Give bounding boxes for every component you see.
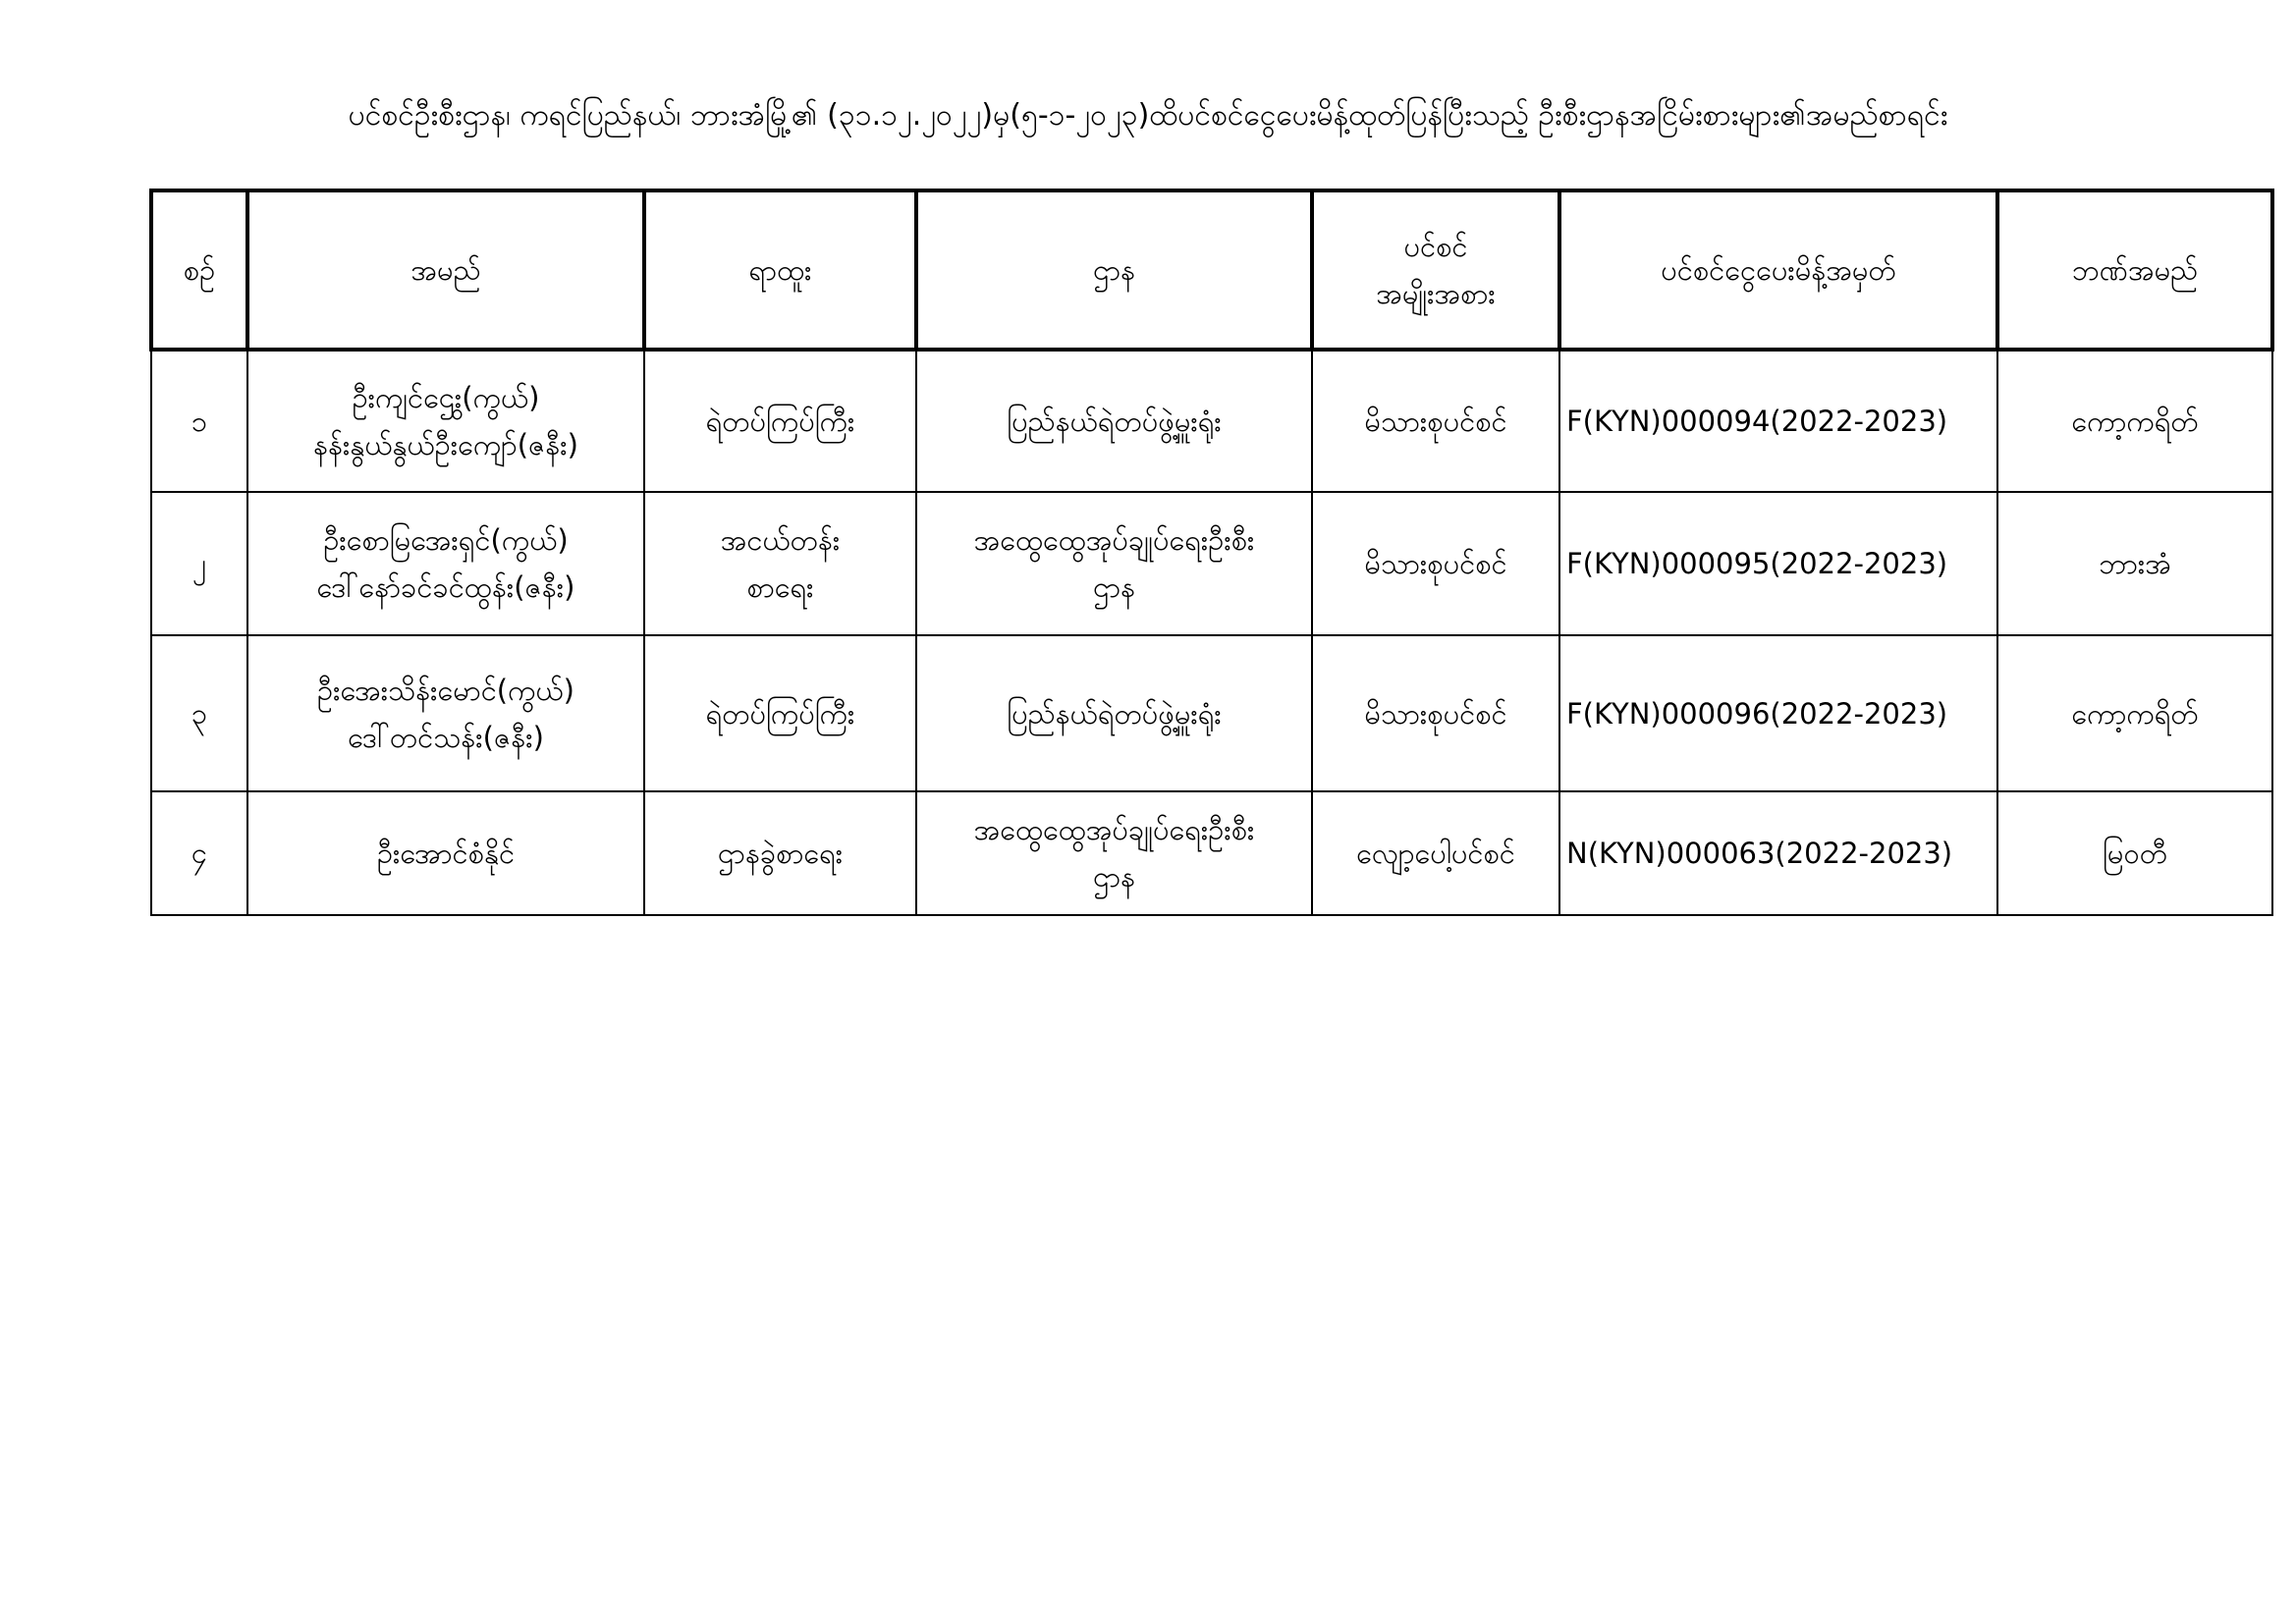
cell-name-line1: ဦးအောင်စံနိုင် — [376, 837, 516, 870]
cell-department-line1: အထွေထွေအုပ်ချုပ်ရေးဦးစီး — [973, 813, 1255, 846]
header-bank: ဘဏ်အမည် — [1997, 190, 2272, 350]
cell-no: ၂ — [151, 492, 247, 635]
cell-bank: ကော့ကရိတ် — [1997, 635, 2272, 791]
table-header-row — [151, 190, 2272, 350]
header-pension-type — [1312, 190, 1559, 350]
cell-department-line1: အထွေထွေအုပ်ချုပ်ရေးဦးစီး — [973, 523, 1255, 557]
cell-department — [916, 791, 1312, 915]
cell-department — [916, 635, 1312, 791]
cell-name — [247, 635, 644, 791]
cell-bank: ဘားအံ — [1997, 492, 2272, 635]
cell-name-line2: နန်းနွယ်နွယ်ဦးကျော်(ဇနီး) — [313, 428, 578, 461]
table-row — [151, 492, 2272, 635]
cell-name-line2: ဒေါ်တင်သန်း(ဇနီး) — [348, 720, 544, 754]
cell-no: ၃ — [151, 635, 247, 791]
pension-table — [149, 189, 2274, 916]
header-permit-no: ပင်စင်ငွေပေးမိန့်အမှတ် — [1559, 190, 1997, 350]
cell-pension-type: မိသားစုပင်စင် — [1312, 350, 1559, 492]
cell-pension-type: လျော့ပေါ့ပင်စင် — [1312, 791, 1559, 915]
page-title: ပင်စင်ဦးစီးဌာန၊ ကရင်ပြည်နယ်၊ ဘားအံမြို့၏ (၃၁.၁၂.၂၀၂၂)မှ(၅-၁-၂၀၂၃)ထိပင်စင်ငွေပေးမိန့်ထုတ်ပြန်ပြီးသည့် ဦးစီးဌာနအငြိမ်းစားများ၏အမည်စာရင်း — [348, 98, 1948, 133]
cell-department — [916, 492, 1312, 635]
cell-permit-no: N(KYN)000063(2022-2023) — [1559, 791, 1997, 915]
cell-name — [247, 492, 644, 635]
cell-no: ၁ — [151, 350, 247, 492]
cell-name-line2: ဒေါ်နော်ခင်ခင်ထွန်း(ဇနီး) — [316, 570, 575, 604]
header-department: ဌာန — [916, 190, 1312, 350]
cell-rank-line1: ဌာနခွဲစာရေး — [717, 837, 844, 870]
cell-rank — [644, 791, 916, 915]
table-row — [151, 635, 2272, 791]
header-pension-type-line2: အမျိုးအစား — [1376, 277, 1496, 310]
cell-name-line1: ဦးစောမြအေးရှင်(ကွယ်) — [323, 523, 569, 557]
header-rank: ရာထူး — [644, 190, 916, 350]
cell-bank: မြဝတီ — [1997, 791, 2272, 915]
header-name: အမည် — [247, 190, 644, 350]
table-row — [151, 350, 2272, 492]
header-pension-type-line1: ပင်စင် — [1403, 230, 1468, 263]
cell-department-line1: ပြည်နယ်ရဲတပ်ဖွဲ့မှူးရုံး — [1007, 696, 1222, 731]
cell-name — [247, 350, 644, 492]
cell-rank-line1: ရဲတပ်ကြပ်ကြီး — [705, 405, 855, 438]
cell-no: ၄ — [151, 791, 247, 915]
cell-pension-type: မိသားစုပင်စင် — [1312, 635, 1559, 791]
cell-department-line2: ဌာန — [1092, 570, 1136, 604]
cell-department-line1: ပြည်နယ်ရဲတပ်ဖွဲ့မှူးရုံး — [1007, 405, 1222, 438]
cell-rank-line1: ရဲတပ်ကြပ်ကြီး — [705, 696, 855, 731]
cell-name — [247, 791, 644, 915]
cell-department-line2: ဌာန — [1092, 860, 1136, 893]
cell-name-line1: ဦးအေးသိန်းမောင်(ကွယ်) — [317, 673, 574, 707]
cell-name-line1: ဦးကျင်ဌွေး(ကွယ်) — [352, 381, 540, 414]
table-row — [151, 791, 2272, 915]
cell-department — [916, 350, 1312, 492]
cell-rank — [644, 350, 916, 492]
header-no: စဉ် — [151, 190, 247, 350]
cell-rank-line2: စာရေး — [746, 570, 814, 604]
cell-bank: ကော့ကရိတ် — [1997, 350, 2272, 492]
cell-rank — [644, 492, 916, 635]
cell-permit-no: F(KYN)000095(2022-2023) — [1559, 492, 1997, 635]
cell-permit-no: F(KYN)000094(2022-2023) — [1559, 350, 1997, 492]
cell-rank — [644, 635, 916, 791]
cell-pension-type: မိသားစုပင်စင် — [1312, 492, 1559, 635]
cell-rank-line1: အငယ်တန်း — [720, 523, 841, 557]
cell-permit-no: F(KYN)000096(2022-2023) — [1559, 635, 1997, 791]
